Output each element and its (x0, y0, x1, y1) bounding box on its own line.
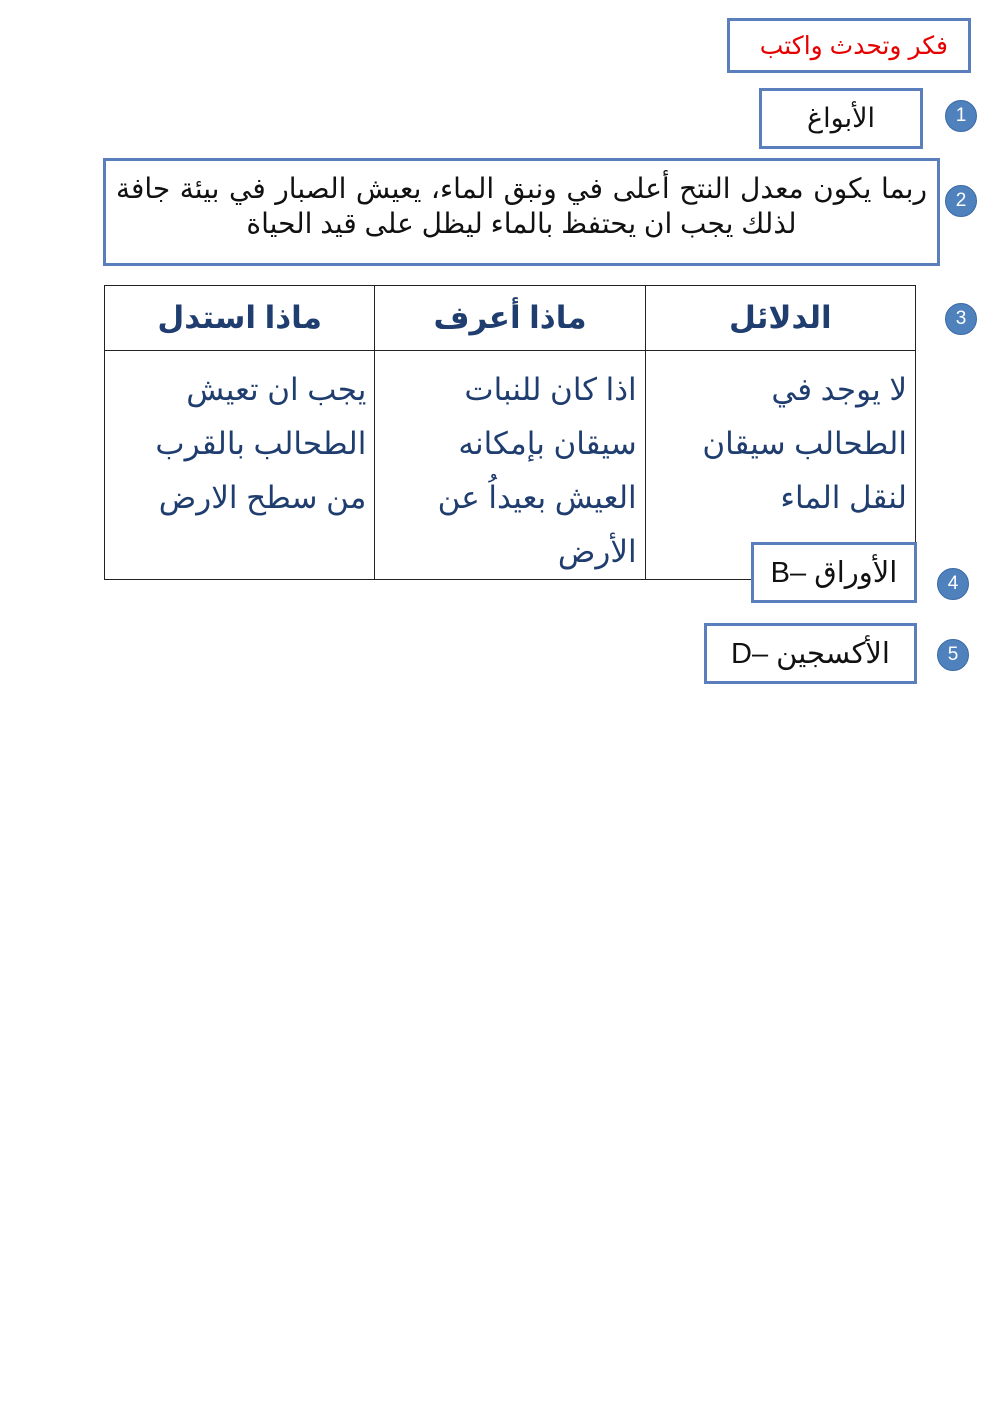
title-box (727, 18, 971, 73)
number-badge-1: 1 (945, 100, 977, 132)
number-badge-2: 2 (945, 185, 977, 217)
answer-1-text: الأبواغ (807, 103, 875, 133)
number-badge-4: 4 (937, 568, 969, 600)
cell-what-i-know: اذا كان للنبات سيقان بإمكانه العيش بعيداُ عن الأرض (375, 351, 645, 580)
evidence-table (104, 285, 916, 580)
page-title: فكر وتحدث واكتب (759, 31, 948, 60)
answer-1-box (759, 88, 923, 149)
header-what-i-infer: ماذا استدل (105, 286, 375, 351)
answer-2-box (103, 158, 940, 266)
header-what-i-know: ماذا أعرف (375, 286, 645, 351)
table-header-row (105, 286, 916, 351)
answer-4-box (751, 542, 917, 603)
answer-2-text: ربما يكون معدل النتح أعلى في ونبق الماء، يعيش الصبار في بيئة جافة لذلك يجب ان يحتفظ بالماء ليظل على قيد الحياة (116, 173, 927, 239)
answer-4-text: B– الأوراق (770, 557, 898, 589)
number-badge-3: 3 (945, 303, 977, 335)
header-evidence: الدلائل (645, 286, 915, 351)
answer-5-text: D– الأكسجين (731, 638, 890, 670)
cell-what-i-infer: يجب ان تعيش الطحالب بالقرب من سطح الارض (105, 351, 375, 580)
number-badge-5: 5 (937, 639, 969, 671)
cell-evidence: لا يوجد في الطحالب سيقان لنقل الماء (645, 351, 915, 580)
answer-5-box (704, 623, 917, 684)
